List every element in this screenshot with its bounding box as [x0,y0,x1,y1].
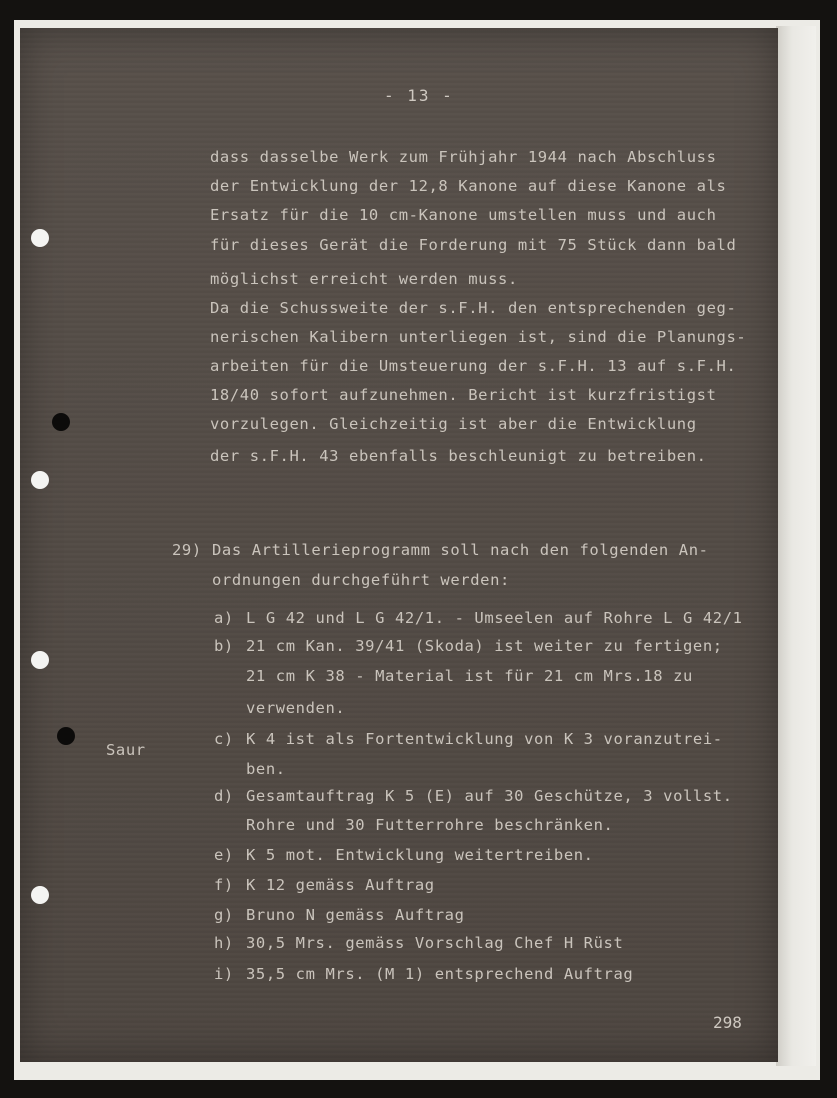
sub-item-line: K 12 gemäss Auftrag [246,876,435,894]
paragraph-line: vorzulegen. Gleichzeitig ist aber die Entwicklung [210,415,697,433]
sub-item-line: K 4 ist als Fortentwicklung von K 3 voranzutrei- [246,730,723,748]
punch-hole [31,229,49,247]
sub-item-line: Bruno N gemäss Auftrag [246,906,465,924]
margin-note: Saur [106,741,146,759]
paragraph-line: dass dasselbe Werk zum Frühjahr 1944 nach Abschluss [210,148,717,166]
sub-item-line: Gesamtauftrag K 5 (E) auf 30 Geschütze, 3 vollst. [246,787,733,805]
punch-hole [31,651,49,669]
paragraph-line: der Entwicklung der 12,8 Kanone auf diese Kanone als [210,177,727,195]
item-number: 29) [172,541,202,559]
sheet-edge [776,26,816,1066]
paragraph-line: Ersatz für die 10 cm-Kanone umstellen muss und auch [210,206,717,224]
paragraph-line: Da die Schussweite der s.F.H. den entsprechenden geg- [210,299,737,317]
sub-item-line: ben. [246,760,286,778]
paragraph-line: möglichst erreicht werden muss. [210,270,518,288]
item-intro-line: Das Artillerieprogramm soll nach den folgenden An- [212,541,709,559]
page-header: - 13 - [384,86,454,105]
paragraph-line: für dieses Gerät die Forderung mit 75 Stück dann bald [210,236,737,254]
sub-item-label: c) [214,730,234,748]
sub-item-line: L G 42 und L G 42/1. - Umseelen auf Rohre L G 42/1 [246,609,743,627]
sub-item-line: 35,5 cm Mrs. (M 1) entsprechend Auftrag [246,965,634,983]
sub-item-label: i) [214,965,234,983]
sub-item-line: 30,5 Mrs. gemäss Vorschlag Chef H Rüst [246,934,624,952]
paragraph-line: der s.F.H. 43 ebenfalls beschleunigt zu betreiben. [210,447,707,465]
sub-item-label: b) [214,637,234,655]
paragraph-line: 18/40 sofort aufzunehmen. Bericht ist kurzfristigst [210,386,717,404]
paragraph-line: nerischen Kalibern unterliegen ist, sind die Planungs- [210,328,747,346]
punch-hole [31,471,49,489]
sub-item-line: 21 cm K 38 - Material ist für 21 cm Mrs.18 zu [246,667,693,685]
punch-hole [57,727,75,745]
sub-item-label: a) [214,609,234,627]
punch-hole [52,413,70,431]
sub-item-label: d) [214,787,234,805]
sub-item-label: e) [214,846,234,864]
footer-page-number: 298 [713,1013,742,1032]
paragraph-line: arbeiten für die Umsteuerung der s.F.H. 13 auf s.F.H. [210,357,737,375]
punch-hole [31,886,49,904]
sub-item-label: h) [214,934,234,952]
sub-item-line: K 5 mot. Entwicklung weitertreiben. [246,846,594,864]
sub-item-line: 21 cm Kan. 39/41 (Skoda) ist weiter zu fertigen; [246,637,723,655]
sub-item-label: f) [214,876,234,894]
item-intro-line: ordnungen durchgeführt werden: [212,571,510,589]
sub-item-line: Rohre und 30 Futterrohre beschränken. [246,816,614,834]
sub-item-line: verwenden. [246,699,346,717]
sub-item-label: g) [214,906,234,924]
